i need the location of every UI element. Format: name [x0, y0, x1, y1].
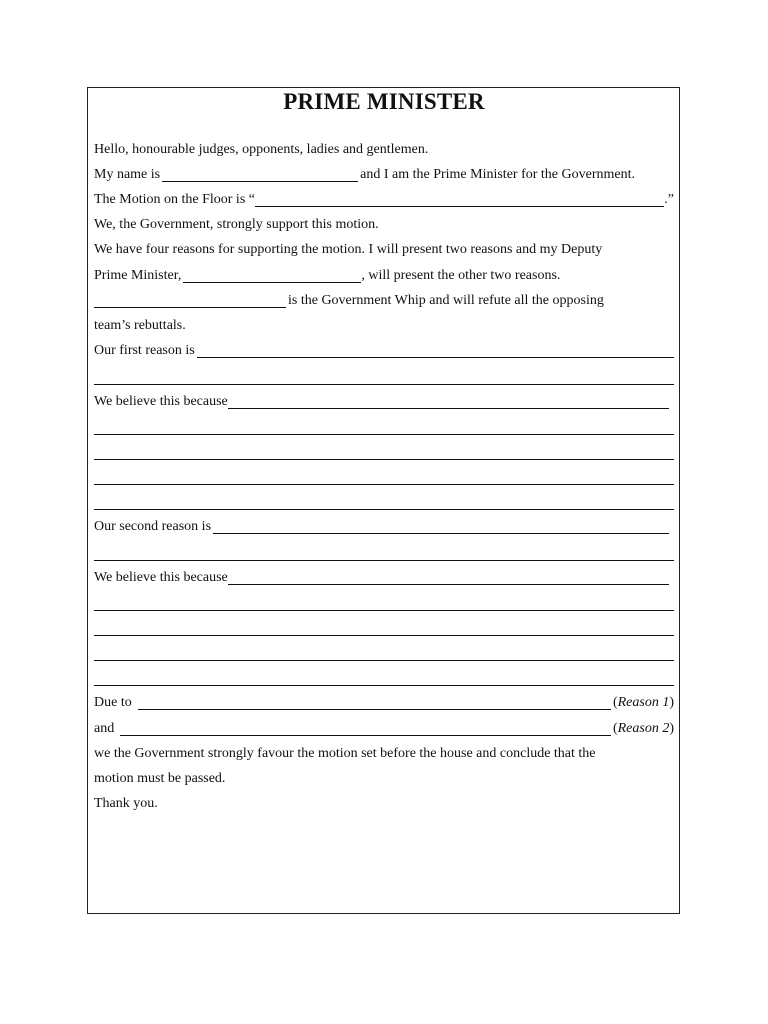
- reason-2-close-paren: ): [669, 721, 674, 736]
- page-border: [87, 87, 680, 914]
- conclusion-line-2: [94, 769, 674, 789]
- and-line: [94, 719, 674, 739]
- reason-1-close-paren: ): [669, 695, 674, 710]
- motion-suffix: .”: [664, 192, 674, 207]
- deputy-name-blank[interactable]: [183, 268, 361, 283]
- believe-1-line-4[interactable]: [94, 484, 674, 485]
- believe-1-line-3[interactable]: [94, 459, 674, 460]
- conclusion-text-1: we the Government strongly favour the motion set before the house and conclude that the: [94, 746, 596, 761]
- whip-line: [94, 291, 674, 311]
- believe-2-label: We believe this because: [94, 570, 228, 585]
- believe-2-blank[interactable]: [228, 570, 669, 585]
- deputy-line: [94, 266, 674, 286]
- greeting-text: Hello, honourable judges, opponents, ladies and gentlemen.: [94, 142, 429, 157]
- believe-2-line: [94, 568, 669, 588]
- reasons-intro-text: We have four reasons for supporting the motion. I will present two reasons and my Deputy: [94, 242, 603, 257]
- page-title: PRIME MINISTER: [283, 89, 485, 114]
- thanks-line: [94, 794, 674, 814]
- second-reason-line: [94, 517, 669, 537]
- support-text: We, the Government, strongly support this motion.: [94, 217, 379, 232]
- believe-2-line-5[interactable]: [94, 685, 674, 686]
- name-prefix: My name is: [94, 167, 161, 182]
- thanks-text: Thank you.: [94, 796, 158, 811]
- support-line: [94, 215, 674, 235]
- reasons-intro-line: [94, 240, 674, 260]
- believe-1-label: We believe this because: [94, 394, 228, 409]
- second-reason-label: Our second reason is: [94, 519, 212, 534]
- first-reason-line: [94, 341, 674, 361]
- name-blank[interactable]: [162, 167, 358, 182]
- second-reason-blank[interactable]: [213, 519, 669, 534]
- deputy-prefix: Prime Minister,: [94, 268, 182, 283]
- conclusion-line-1: [94, 744, 674, 764]
- believe-1-line-2[interactable]: [94, 434, 674, 435]
- whip-name-blank[interactable]: [94, 293, 286, 308]
- second-reason-extra-line[interactable]: [94, 560, 674, 561]
- believe-1-line: [94, 392, 669, 412]
- conclusion-text-2: motion must be passed.: [94, 771, 226, 786]
- rebuttals-line: [94, 316, 674, 336]
- whip-suffix: is the Government Whip and will refute all the opposing: [288, 293, 604, 308]
- due-to-line: [94, 693, 674, 713]
- believe-1-line-5[interactable]: [94, 509, 674, 510]
- reason-2-label: Reason 2: [617, 721, 670, 736]
- motion-blank[interactable]: [255, 192, 664, 207]
- name-suffix: and I am the Prime Minister for the Government.: [360, 167, 635, 182]
- name-line: [94, 165, 674, 185]
- reason-2-open-paren: (: [612, 721, 618, 736]
- and-label: and: [94, 721, 115, 736]
- reason-1-blank[interactable]: [138, 695, 611, 710]
- reason-2-blank[interactable]: [120, 721, 611, 736]
- due-to-label: Due to: [94, 695, 132, 710]
- motion-line: [94, 190, 674, 210]
- motion-prefix: The Motion on the Floor is “: [94, 192, 255, 207]
- first-reason-label: Our first reason is: [94, 343, 195, 358]
- deputy-suffix: , will present the other two reasons.: [361, 268, 561, 283]
- reason-1-open-paren: (: [612, 695, 618, 710]
- believe-1-blank[interactable]: [228, 394, 669, 409]
- believe-2-line-3[interactable]: [94, 635, 674, 636]
- believe-2-line-4[interactable]: [94, 660, 674, 661]
- greeting-line: [94, 140, 674, 160]
- reason-1-label: Reason 1: [617, 695, 670, 710]
- rebuttals-text: team’s rebuttals.: [94, 318, 186, 333]
- first-reason-blank[interactable]: [197, 343, 674, 358]
- believe-2-line-2[interactable]: [94, 610, 674, 611]
- first-reason-extra-line[interactable]: [94, 384, 674, 385]
